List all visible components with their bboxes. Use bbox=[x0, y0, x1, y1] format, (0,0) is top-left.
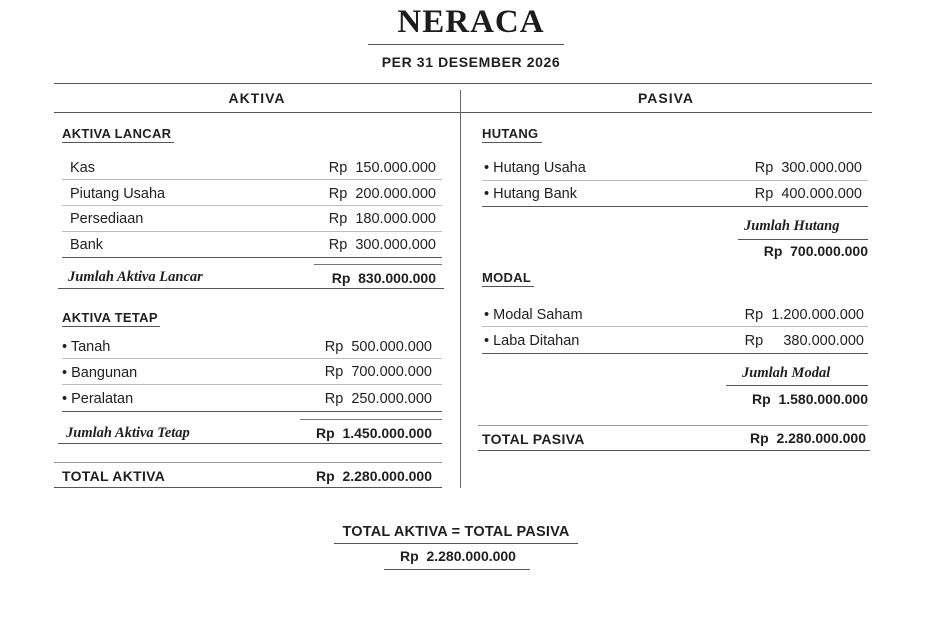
row-divider bbox=[62, 231, 442, 232]
row-divider bbox=[482, 353, 868, 354]
aktiva-lancar-heading-underline bbox=[62, 142, 174, 143]
jumlah-modal-label: Jumlah Modal bbox=[742, 365, 831, 381]
total-aktiva-amount: Rp 2.280.000.000 bbox=[316, 468, 432, 484]
amount-underline bbox=[384, 569, 530, 570]
hutang-item-amount: Rp 400.000.000 bbox=[754, 186, 862, 202]
modal-item-amount: Rp 380.000.000 bbox=[744, 333, 864, 349]
aktiva-lancar-item-amount: Rp 200.000.000 bbox=[328, 186, 436, 202]
row-divider bbox=[62, 179, 442, 180]
modal-heading-underline bbox=[482, 286, 534, 287]
page-title: NERACA bbox=[397, 4, 545, 40]
modal-item-label: • Laba Ditahan bbox=[484, 333, 580, 349]
total-top-rule bbox=[478, 425, 868, 426]
aktiva-lancar-item-label: Kas bbox=[70, 160, 95, 176]
row-divider bbox=[62, 411, 442, 412]
aktiva-lancar-item-amount: Rp 150.000.000 bbox=[328, 160, 436, 176]
aktiva-lancar-item-label: Persediaan bbox=[70, 211, 144, 227]
subtotal-rule bbox=[300, 419, 442, 420]
aktiva-tetap-subtotal-amount: Rp 1.450.000.000 bbox=[316, 425, 432, 441]
total-underline bbox=[478, 450, 870, 451]
aktiva-lancar-subtotal-amount: Rp 830.000.000 bbox=[331, 270, 436, 286]
total-pasiva-amount: Rp 2.280.000.000 bbox=[750, 430, 866, 446]
table-top-rule bbox=[54, 83, 872, 84]
page-subtitle: PER 31 DESEMBER 2026 bbox=[381, 54, 561, 70]
aktiva-lancar-item-amount: Rp 300.000.000 bbox=[328, 237, 436, 253]
row-divider bbox=[62, 257, 442, 258]
aktiva-tetap-item-amount: Rp 700.000.000 bbox=[324, 364, 432, 380]
row-divider bbox=[482, 206, 868, 207]
hutang-heading: HUTANG bbox=[482, 126, 539, 141]
hutang-item-label: • Hutang Usaha bbox=[484, 160, 586, 176]
aktiva-tetap-heading: AKTIVA TETAP bbox=[62, 310, 158, 325]
pasiva-column-header: PASIVA bbox=[637, 90, 695, 106]
hutang-heading-underline bbox=[482, 142, 542, 143]
hutang-item-amount: Rp 300.000.000 bbox=[754, 160, 862, 176]
aktiva-tetap-item-label: • Bangunan bbox=[62, 365, 138, 381]
aktiva-lancar-heading: AKTIVA LANCAR bbox=[62, 126, 172, 141]
total-underline bbox=[54, 487, 442, 488]
jumlah-hutang-label: Jumlah Hutang bbox=[744, 218, 840, 234]
subtotal-rule bbox=[314, 264, 442, 265]
row-divider bbox=[482, 180, 868, 181]
column-divider bbox=[460, 90, 461, 488]
aktiva-tetap-subtotal-label: Jumlah Aktiva Tetap bbox=[66, 425, 190, 441]
aktiva-lancar-item-label: Piutang Usaha bbox=[70, 186, 166, 202]
aktiva-lancar-item-label: Bank bbox=[70, 237, 104, 253]
aktiva-tetap-item-label: • Tanah bbox=[62, 339, 111, 355]
aktiva-tetap-item-label: • Peralatan bbox=[62, 391, 134, 407]
row-divider bbox=[482, 326, 868, 327]
aktiva-column-header: AKTIVA bbox=[228, 90, 286, 106]
balance-equation: TOTAL AKTIVA = TOTAL PASIVA bbox=[342, 524, 570, 540]
balance-amount: Rp 2.280.000.000 bbox=[400, 548, 516, 564]
equation-underline bbox=[334, 543, 578, 544]
row-divider bbox=[62, 384, 442, 385]
modal-item-amount: Rp 1.200.000.000 bbox=[744, 307, 864, 323]
aktiva-tetap-item-amount: Rp 250.000.000 bbox=[324, 391, 432, 407]
title-underline bbox=[368, 44, 564, 45]
aktiva-lancar-item-amount: Rp 180.000.000 bbox=[328, 211, 436, 227]
modal-item-label: • Modal Saham bbox=[484, 307, 583, 323]
row-divider bbox=[62, 205, 442, 206]
aktiva-lancar-subtotal-label: Jumlah Aktiva Lancar bbox=[68, 269, 203, 285]
jumlah-hutang-amount: Rp 700.000.000 bbox=[763, 243, 868, 259]
subtotal-underline bbox=[58, 443, 442, 444]
subtotal-underline bbox=[726, 385, 868, 386]
aktiva-tetap-item-amount: Rp 500.000.000 bbox=[324, 339, 432, 355]
subtotal-underline bbox=[58, 288, 444, 289]
total-pasiva-label: TOTAL PASIVA bbox=[482, 431, 585, 447]
aktiva-tetap-heading-underline bbox=[62, 326, 160, 327]
total-top-rule bbox=[54, 462, 442, 463]
table-header-rule bbox=[54, 112, 872, 113]
jumlah-modal-amount: Rp 1.580.000.000 bbox=[752, 391, 868, 407]
total-aktiva-label: TOTAL AKTIVA bbox=[62, 468, 166, 484]
row-divider bbox=[62, 358, 442, 359]
hutang-item-label: • Hutang Bank bbox=[484, 186, 577, 202]
subtotal-underline bbox=[738, 239, 868, 240]
modal-heading: MODAL bbox=[482, 270, 532, 285]
